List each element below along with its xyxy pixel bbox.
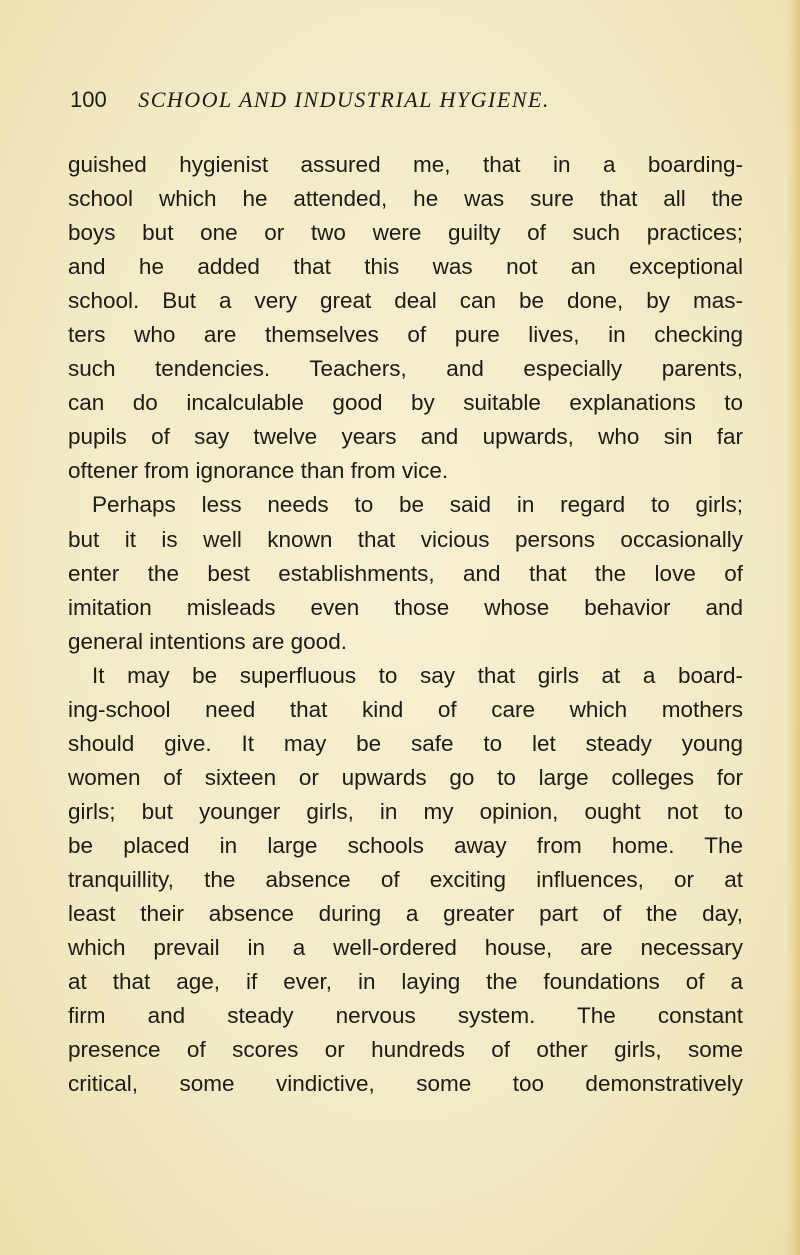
page-edge-shadow: [786, 0, 800, 1255]
text-line: at that age, if ever, in laying the foundations of a: [68, 969, 743, 995]
text-line: boys but one or two were guilty of such practices;: [68, 220, 743, 246]
text-line: firm and steady nervous system. The constant: [68, 1003, 743, 1029]
text-line: ing-school need that kind of care which mothers: [68, 696, 743, 722]
text-line: least their absence during a greater part of the day,: [68, 901, 743, 927]
text-line: but it is well known that vicious persons occasionally: [68, 526, 743, 552]
text-line: critical, some vindictive, some too demonstratively: [68, 1071, 743, 1097]
running-head: SCHOOL AND INDUSTRIAL HYGIENE.: [138, 87, 550, 112]
text-line: It may be superfluous to say that girls at a board-: [92, 662, 743, 688]
text-line: which prevail in a well-ordered house, are necessary: [68, 935, 743, 961]
text-line: be placed in large schools away from home. The: [68, 832, 743, 858]
text-line: and he added that this was not an exceptional: [68, 254, 743, 280]
text-line: guished hygienist assured me, that in a boarding-: [68, 152, 743, 177]
text-line: should give. It may be safe to let steady young: [68, 730, 743, 756]
text-line: girls; but younger girls, in my opinion, ought not to: [68, 798, 743, 824]
text-line: oftener from ignorance than from vice.: [68, 458, 449, 484]
page-number: 100: [70, 87, 107, 112]
text-line: ters who are themselves of pure lives, in checking: [68, 322, 743, 348]
body-text: [68, 148, 743, 1101]
text-line: imitation misleads even those whose behavior and: [68, 594, 743, 620]
page-header: [70, 84, 750, 116]
text-line: such tendencies. Teachers, and especially parents,: [68, 356, 743, 382]
text-line: school which he attended, he was sure that all the: [68, 186, 743, 212]
text-line: pupils of say twelve years and upwards, who sin far: [68, 424, 743, 450]
text-line: school. But a very great deal can be done, by mas-: [68, 288, 743, 314]
text-line: enter the best establishments, and that the love of: [68, 560, 743, 586]
text-line: can do incalculable good by suitable explanations to: [68, 390, 743, 416]
text-line: women of sixteen or upwards go to large colleges for: [68, 764, 743, 790]
text-line: presence of scores or hundreds of other girls, some: [68, 1037, 743, 1063]
text-line: tranquillity, the absence of exciting influences, or at: [68, 866, 743, 892]
text-line: Perhaps less needs to be said in regard to girls;: [92, 492, 743, 518]
text-line: general intentions are good.: [68, 628, 347, 654]
